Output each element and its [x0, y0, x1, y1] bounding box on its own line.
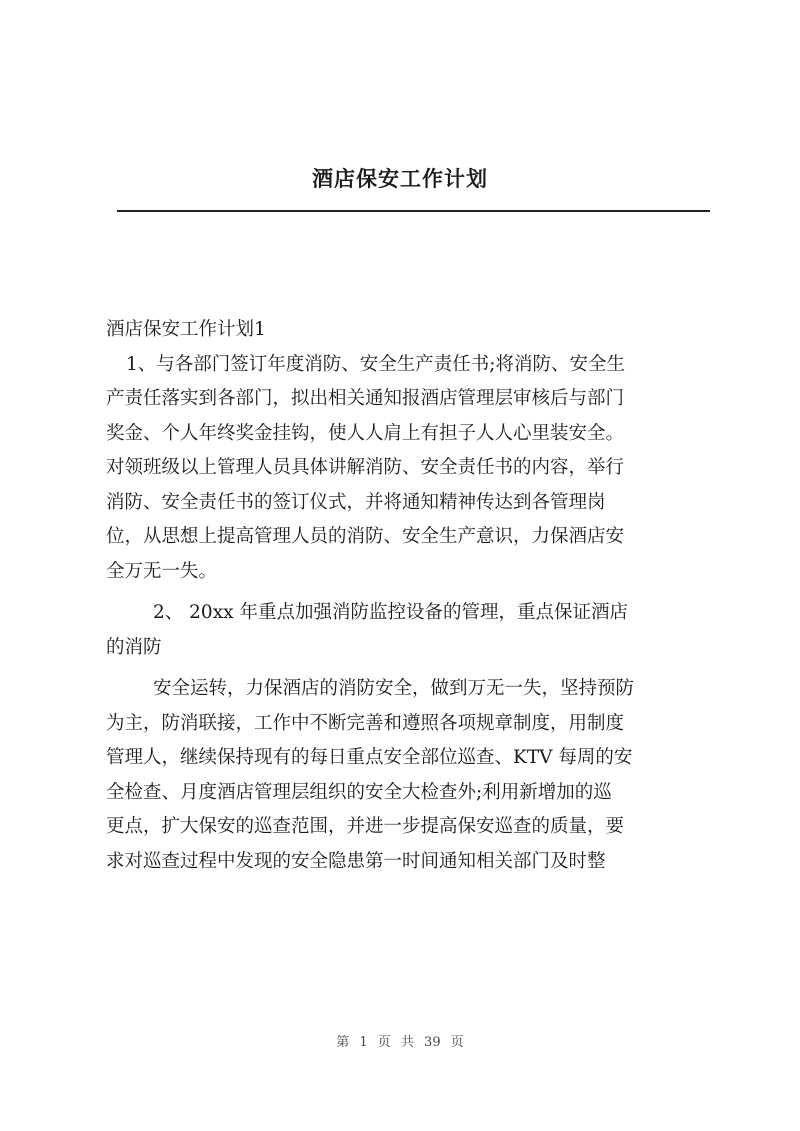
- title-divider: [117, 210, 710, 212]
- paragraph-line: 的消防: [106, 636, 162, 658]
- document-body: [106, 313, 706, 879]
- document-title: 酒店保安工作计划: [312, 166, 488, 191]
- paragraph-line: 安全运转，力保酒店的消防安全，做到万无一失，坚持预防: [153, 678, 635, 699]
- paragraph-line: 全检查、月度酒店管理层组织的安全大检查外;利用新增加的巡: [106, 781, 612, 803]
- paragraph-line: 求对巡查过程中发现的安全隐患第一时间通知相关部门及时整: [106, 850, 606, 872]
- paragraph-line: 奖金、个人年终奖金挂钩，使人人肩上有担子人人心里装安全。: [106, 422, 625, 444]
- paragraph-gap: [106, 665, 706, 672]
- paragraph-line: 消防、安全责任书的签订仪式，并将通知精神传达到各管理岗: [106, 491, 606, 513]
- paragraph-gap: [106, 589, 706, 596]
- paragraph-line: 为主，防消联接，工作中不断完善和遵照各项规章制度，用制度: [106, 712, 625, 734]
- paragraph-line: 更点，扩大保安的巡查范围，并进一步提高保安巡查的质量，要: [106, 816, 625, 837]
- paragraph-line: 产责任落实到各部门，拟出相关通知报酒店管理层审核后与部门: [106, 388, 625, 409]
- section-heading: 酒店保安工作计划1: [106, 319, 266, 340]
- paragraph-line: 1、与各部门签订年度消防、安全生产责任书;将消防、安全生: [126, 353, 626, 375]
- page-number: 第 1 页 共 39 页: [336, 1035, 464, 1050]
- paragraph-line: 全万无一失。: [106, 560, 218, 582]
- paragraph-line: 位，从思想上提高管理人员的消防、安全生产意识，力保酒店安: [106, 526, 625, 547]
- paragraph-line: 管理人，继续保持现有的每日重点安全部位巡查、KTV 每周的安: [106, 747, 633, 768]
- paragraph-line: 对领班级以上管理人员具体讲解消防、安全责任书的内容，举行: [106, 457, 625, 478]
- paragraph-line: 2、 20xx 年重点加强消防监控设备的管理，重点保证酒店: [153, 602, 628, 623]
